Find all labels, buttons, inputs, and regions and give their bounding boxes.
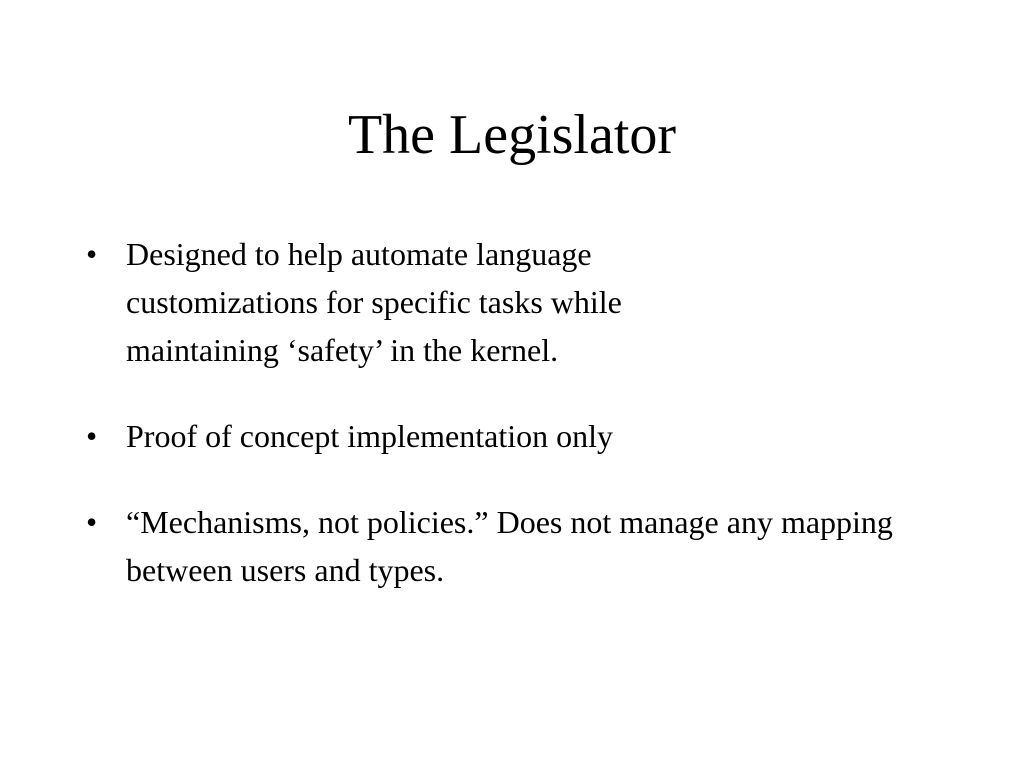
bullet-icon: • <box>86 504 98 540</box>
bullet-item <box>86 230 966 374</box>
bullet-text: Proof of concept implementation only <box>126 418 613 454</box>
bullet-list <box>86 230 966 632</box>
slide-title: The Legislator <box>347 104 677 166</box>
bullet-icon: • <box>86 418 98 454</box>
bullet-icon: • <box>86 236 98 272</box>
bullet-item <box>86 412 966 460</box>
bullet-item <box>86 498 966 594</box>
bullet-text: “Mechanisms, not policies.” Does not manage any mapping between users and types. <box>126 504 893 588</box>
bullet-text: Designed to help automate language customizations for specific tasks while maintaining ‘safety’ in the kernel. <box>126 236 622 368</box>
